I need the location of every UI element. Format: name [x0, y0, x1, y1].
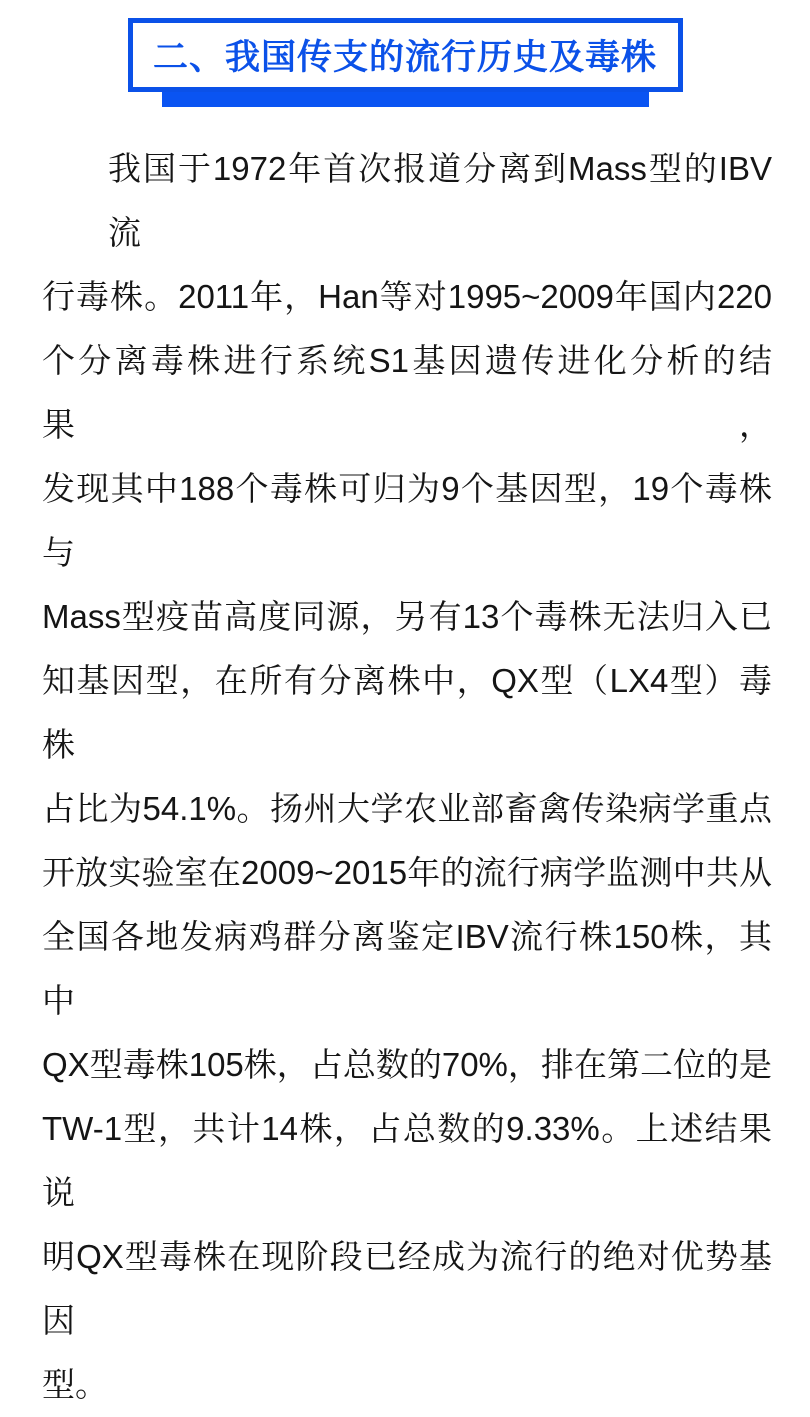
paragraph-line: 明QX型毒株在现阶段已经成为流行的绝对优势基因: [42, 1238, 772, 1339]
article-paragraph: [42, 137, 772, 1417]
paragraph-line: QX型毒株105株，占总数的70%，排在第二位的是: [42, 1046, 772, 1083]
paragraph-line: 开放实验室在2009~2015年的流行病学监测中共从: [42, 854, 772, 891]
paragraph-line: 发现其中188个毒株可归为9个基因型，19个毒株与: [42, 470, 772, 571]
paragraph-line: 型。: [42, 1366, 108, 1403]
section-header: [0, 0, 810, 107]
section-title-box: [128, 18, 683, 92]
paragraph-line: 占比为54.1%。扬州大学农业部畜禽传染病学重点: [42, 790, 772, 827]
section-title: 二、我国传支的流行历史及毒株: [152, 38, 657, 77]
paragraph-line: 我国于1972年首次报道分离到Mass型的IBV流: [108, 150, 772, 251]
paragraph-line: Mass型疫苗高度同源，另有13个毒株无法归入已: [42, 598, 772, 635]
title-shadow-bar: [162, 92, 649, 107]
paragraph-line: 行毒株。2011年，Han等对1995~2009年国内220: [42, 278, 772, 315]
paragraph-line: 知基因型，在所有分离株中，QX型（LX4型）毒株: [42, 662, 772, 763]
paragraph-line: TW-1型，共计14株，占总数的9.33%。上述结果说: [42, 1110, 772, 1211]
paragraph-line: 全国各地发病鸡群分离鉴定IBV流行株150株，其中: [42, 918, 772, 1019]
paragraph-line: 个分离毒株进行系统S1基因遗传进化分析的结果，: [42, 342, 772, 443]
